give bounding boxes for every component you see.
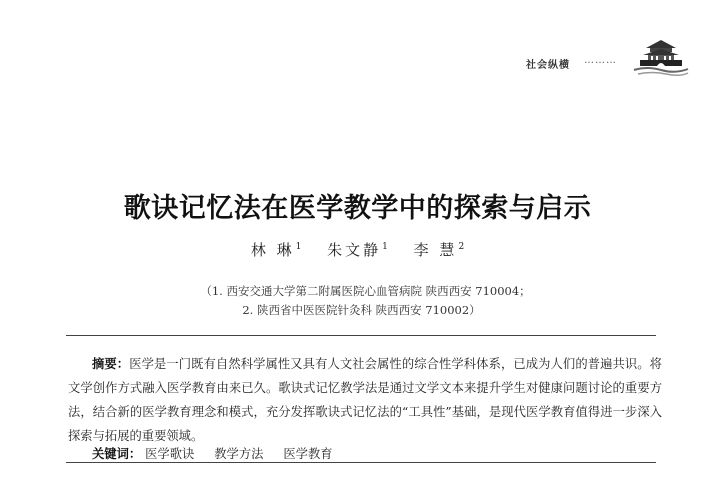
divider-bottom (66, 462, 656, 463)
keywords (92, 444, 349, 462)
header-dots: ……… (584, 55, 617, 66)
article-title: 歌诀记忆法在医学教学中的探索与启示 (123, 193, 592, 224)
author-list (0, 239, 715, 260)
keyword: 医学歌诀 (145, 447, 195, 461)
section-label: 社会纵横 (526, 60, 570, 71)
pavilion-logo-icon (632, 34, 690, 78)
keyword: 教学方法 (214, 447, 264, 461)
keywords-label: 关键词： (92, 447, 142, 461)
divider-top (66, 335, 656, 336)
keyword: 医学教育 (283, 447, 333, 461)
abstract (68, 352, 662, 448)
affiliation-1: （1. 西安交通大学第二附属医院心血管病院 陕西西安 710004； (200, 284, 531, 298)
author-3: 李 慧$^2$ (413, 241, 465, 259)
abstract-text: 医学是一门既有自然科学属性又具有人文社会属性的综合性学科体系，已成为人们的普遍共识。将文学创作方式融入医学教育由来已久。歌诀式记忆教学法是通过文学文本来提升学生对健康问题讨论的重要方法，结合新的医学教育理念和模式，充分发挥歌诀式记忆法的“工具性”基础，是现代医学教育值得进一步深入探索与拓展的重要领域。 (68, 357, 662, 443)
abstract-label: 摘要： (92, 357, 130, 371)
author-1: 林 琳$^1$ (250, 241, 302, 259)
affiliation-2: 2. 陕西省中医医院针灸科 陕西西安 710002） (242, 303, 481, 317)
author-2: 朱文静$^1$ (327, 241, 388, 259)
